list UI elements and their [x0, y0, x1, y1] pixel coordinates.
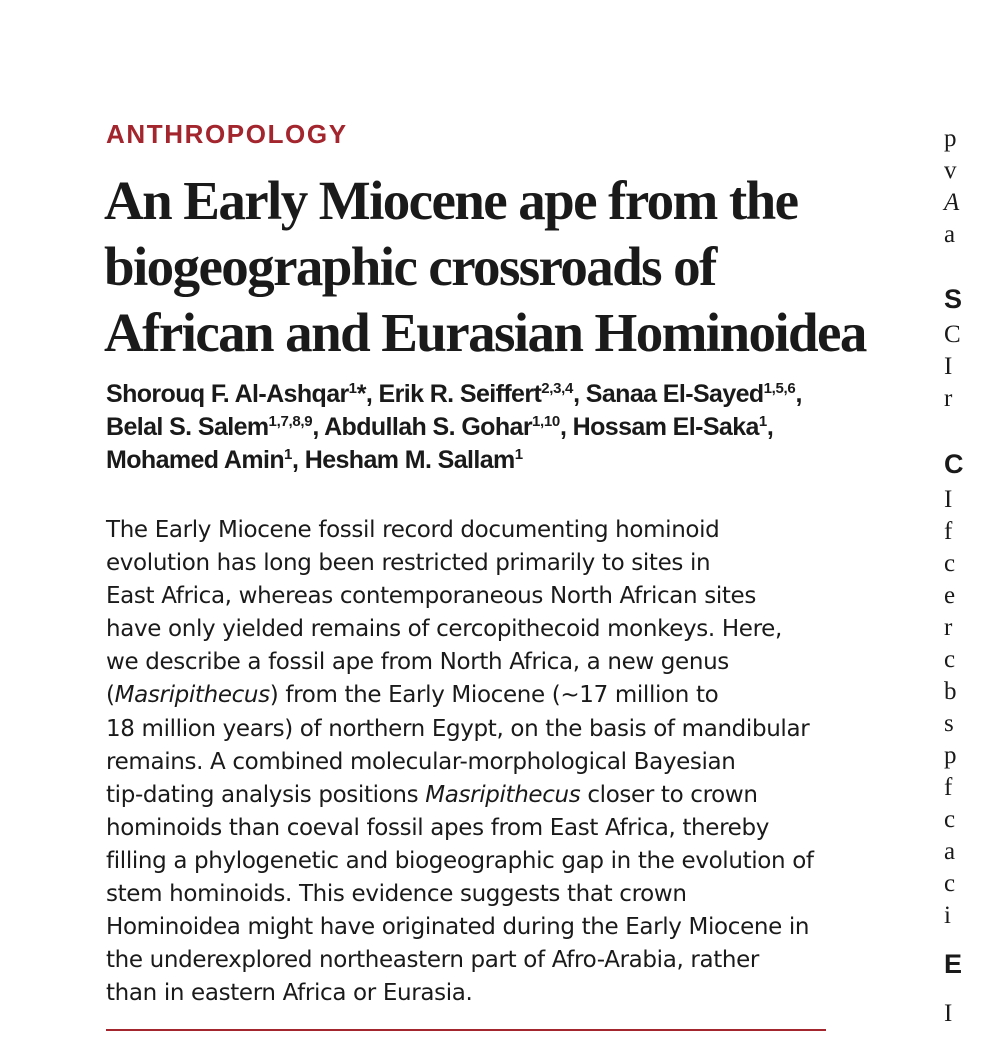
column-text-fragment: v — [944, 157, 957, 184]
author-name: Erik R. Seiffert — [378, 380, 542, 408]
adjacent-column-text — [940, 0, 1000, 1038]
abstract-text: The Early Miocene fossil record documenting hominoid — [106, 517, 720, 543]
abstract-text: the underexplored northeastern part of Afro-Arabia, rather — [106, 947, 760, 974]
genus-name: Masripithecus — [114, 682, 270, 709]
author-list — [106, 378, 866, 477]
column-text-fragment: c — [944, 870, 956, 897]
column-text-fragment: b — [944, 678, 957, 705]
abstract-line — [106, 679, 866, 712]
section-divider — [106, 1029, 826, 1031]
column-text-fragment: a — [944, 838, 956, 865]
column-text-fragment: f — [944, 518, 953, 545]
author-line — [106, 378, 866, 411]
author-line — [106, 444, 866, 477]
abstract-line — [106, 547, 866, 580]
author-name: Mohamed Amin — [106, 446, 284, 474]
author-name: Hossam El-Saka — [572, 413, 759, 441]
column-text-fragment: I — [944, 1000, 953, 1027]
author-affiliation: 2,3,4 — [541, 380, 574, 397]
author-name: Shorouq F. Al-Ashqar — [106, 380, 349, 408]
column-text-fragment: c — [944, 646, 956, 673]
abstract-line — [106, 613, 866, 646]
author-separator: , — [312, 413, 325, 441]
genus-name: Masripithecus — [425, 781, 581, 808]
title-line: biogeographic crossroads of — [104, 236, 716, 297]
abstract-text: evolution has long been restricted primarily to sites in — [106, 550, 711, 577]
column-text-fragment: I — [944, 353, 953, 380]
column-text-fragment: r — [944, 385, 953, 412]
author-separator: , — [766, 413, 774, 441]
abstract-line — [106, 878, 866, 911]
column-heading-fragment: S — [944, 284, 963, 314]
column-text-fragment: A — [944, 189, 960, 216]
abstract-text: ) from the Early Miocene (~17 million to — [269, 682, 719, 709]
author-separator: , — [365, 380, 379, 408]
abstract-text: East Africa, whereas contemporaneous North African sites — [106, 583, 756, 610]
abstract-text: hominoids than coeval fossil apes from East Africa, thereby — [106, 814, 769, 841]
author-affiliation: 1,5,6 — [763, 380, 796, 397]
author-separator: , — [292, 446, 305, 474]
column-text-fragment: c — [944, 806, 956, 833]
abstract-text: than in eastern Africa or Eurasia. — [106, 980, 473, 1007]
column-text-fragment: a — [944, 221, 956, 248]
column-text-fragment: s — [944, 710, 954, 737]
abstract-text: stem hominoids. This evidence suggests that crown — [106, 881, 687, 908]
section-label: ANTHROPOLOGY — [106, 119, 348, 149]
article-title — [104, 168, 904, 366]
column-text-fragment: i — [944, 902, 951, 929]
abstract-line — [106, 746, 866, 779]
author-line — [106, 411, 866, 444]
column-text-fragment: I — [944, 486, 953, 513]
column-text-fragment: f — [944, 774, 953, 801]
author-name: Hesham M. Sallam — [304, 446, 515, 474]
author-affiliation: 1 — [348, 380, 357, 397]
corresponding-author-mark: * — [356, 380, 366, 408]
abstract-line — [106, 779, 866, 812]
abstract-text: ( — [106, 682, 115, 709]
column-text-fragment: C — [944, 321, 961, 348]
abstract-line — [106, 845, 866, 878]
author-separator: , — [573, 380, 586, 408]
abstract — [106, 514, 866, 1010]
author-separator: , — [795, 380, 802, 408]
column-text-fragment: p — [944, 125, 957, 152]
abstract-text: closer to crown — [580, 781, 758, 808]
column-text-fragment: r — [944, 614, 953, 641]
column-text-fragment: c — [944, 550, 956, 577]
abstract-text: filling a phylogenetic and biogeographic gap in the evolution of — [106, 847, 814, 874]
column-text-fragment: p — [944, 742, 957, 769]
author-name: Abdullah S. Gohar — [324, 413, 532, 441]
abstract-line — [106, 944, 866, 977]
author-separator: , — [559, 413, 573, 441]
abstract-text: remains. A combined molecular-morphological Bayesian — [106, 748, 736, 775]
author-affiliation: 1 — [284, 446, 293, 463]
abstract-line — [106, 646, 866, 679]
author-affiliation: 1 — [514, 446, 523, 463]
title-line: An Early Miocene ape from the — [104, 170, 798, 231]
abstract-line — [106, 812, 866, 845]
column-text-fragment: e — [944, 582, 956, 609]
author-affiliation: 1,10 — [531, 413, 560, 430]
abstract-line — [106, 514, 866, 547]
abstract-text: Hominoidea might have originated during the Early Miocene in — [106, 914, 810, 941]
column-heading-fragment: C — [944, 449, 964, 479]
title-line: African and Eurasian Hominoidea — [104, 302, 866, 363]
abstract-text: 18 million years) of northern Egypt, on the basis of mandibular — [106, 715, 810, 742]
author-affiliation: 1 — [758, 413, 767, 430]
abstract-text: have only yielded remains of cercopithecoid monkeys. Here, — [106, 616, 782, 643]
abstract-line — [106, 580, 866, 613]
abstract-line — [106, 911, 866, 944]
abstract-line — [106, 713, 866, 746]
author-name: Belal S. Salem — [106, 413, 269, 441]
column-heading-fragment: E — [944, 949, 963, 979]
author-name: Sanaa El-Sayed — [585, 380, 764, 408]
abstract-text: tip-dating analysis positions — [106, 781, 426, 808]
abstract-line — [106, 977, 866, 1010]
author-affiliation: 1,7,8,9 — [268, 413, 313, 430]
abstract-text: we describe a fossil ape from North Africa, a new genus — [106, 649, 729, 676]
